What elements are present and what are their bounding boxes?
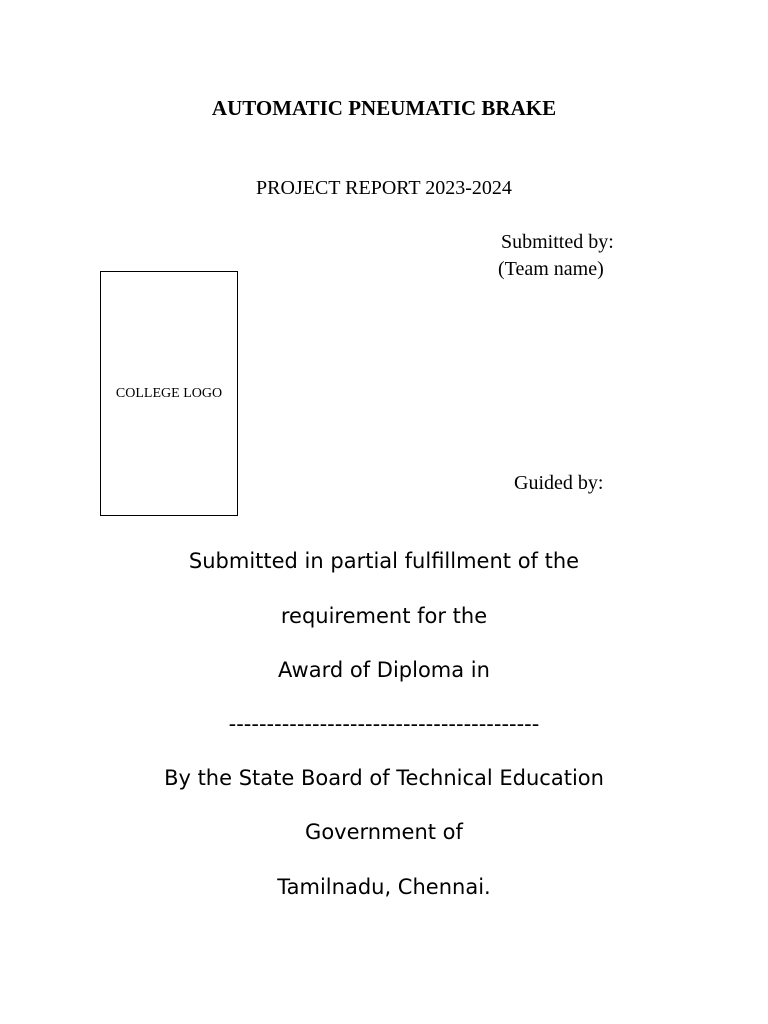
body-line-blank-dashes: ----------------------------------------- [228,712,540,736]
body-line-fulfillment: Submitted in partial fulfillment of the [188,549,580,573]
team-name-placeholder: (Team name) [498,258,604,280]
body-line-government: Government of [305,820,463,844]
college-logo-label: COLLEGE LOGO [115,385,223,401]
body-line-location: Tamilnadu, Chennai. [277,875,491,899]
body-line-board: By the State Board of Technical Education [164,766,604,790]
body-line-requirement: requirement for the [280,604,488,628]
report-subtitle: PROJECT REPORT 2023-2024 [256,177,512,199]
college-logo-box [100,271,238,516]
document-title: AUTOMATIC PNEUMATIC BRAKE [211,96,557,120]
submitted-by-label: Submitted by: [501,231,614,253]
guided-by-label: Guided by: [514,472,604,494]
body-line-award: Award of Diploma in [278,658,490,682]
